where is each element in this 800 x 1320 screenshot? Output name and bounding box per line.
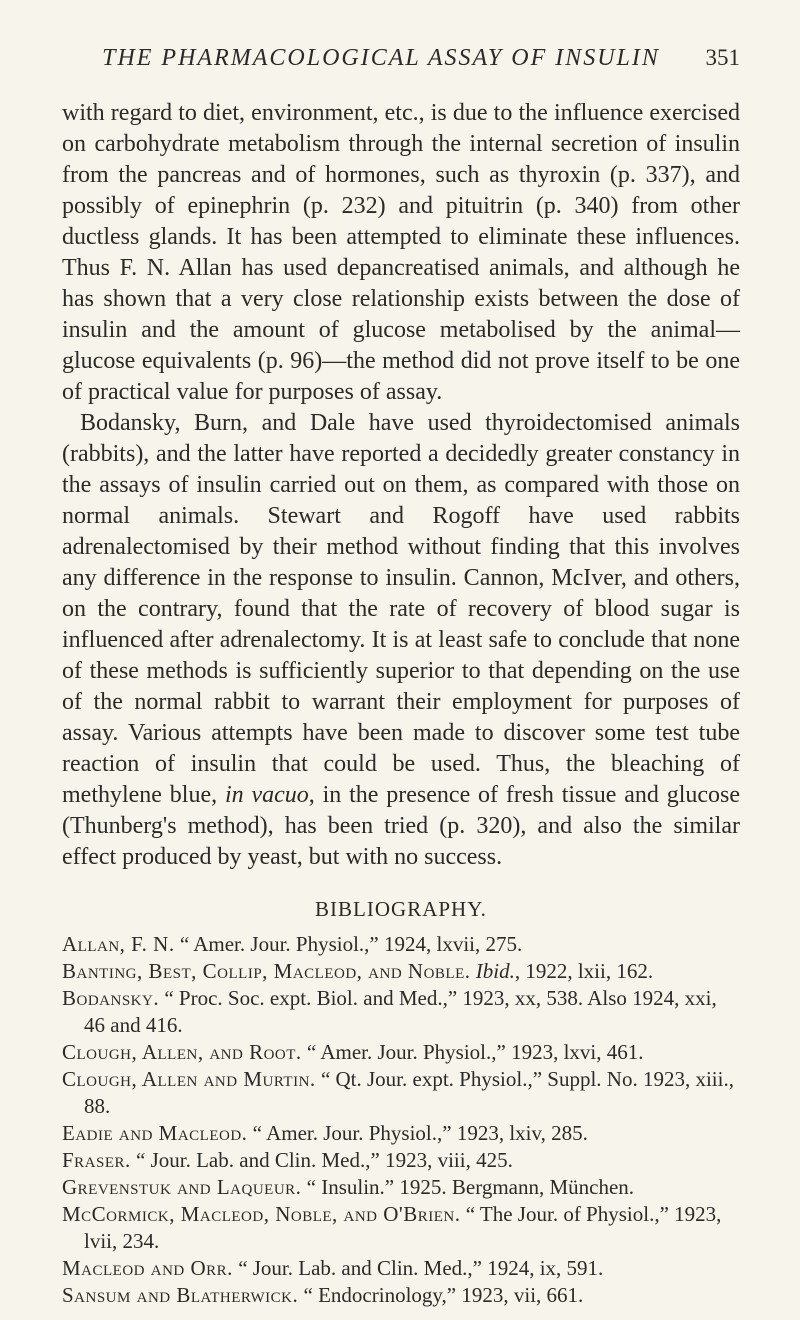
entry-authors: Clough, Allen and Murtin.: [62, 1067, 316, 1091]
entry-authors: Sansum and Blatherwick.: [62, 1283, 299, 1307]
paragraph-2-text: Bodansky, Burn, and Dale have used thyroidectomised animals (rabbits), and the latter have reported a decidedly greater constancy in the assays of insulin carried out on them, as compared with those on normal animals. Stewart and Rogoff have used rabbits adrenalectomised by their method without finding that this involves any difference in the response to insulin. Cannon, McIver, and others, on the contrary, found that the rate of recovery of blood sugar is influenced after adrenalectomy. It is at least safe to conclude that none of these methods is sufficiently superior to that depending on the use of the normal rabbit to warrant their employment for purposes of assay. Various attempts have been made to discover some test tube reaction of insulin that could be used. Thus, the bleaching of methylene blue,: [62, 410, 740, 808]
entry-authors: Banting, Best, Collip, Macleod, and Noble.: [62, 959, 471, 983]
bibliography-entry: [62, 1039, 740, 1066]
entry-italic: Ibid.: [475, 959, 515, 983]
entry-authors: Macleod and Orr.: [62, 1256, 233, 1280]
entry-authors: Bodansky.: [62, 986, 160, 1010]
bibliography-entry: [62, 958, 740, 985]
entry-citation: “ Amer. Jour. Physiol.,” 1923, lxiv, 285.: [252, 1121, 588, 1145]
body-text: [62, 98, 740, 873]
entry-citation: “ Proc. Soc. expt. Biol. and Med.,” 1923, xx, 538. Also 1924, xxi, 46 and 416.: [84, 986, 717, 1037]
bibliography-entry: [62, 985, 740, 1039]
paragraph-2-end: , in the presence of fresh tissue and glucose (Thunberg's method), has been tried (p. 320), and also the similar effect produced by yeast, but with no success.: [62, 782, 741, 870]
bibliography-entry: [62, 1147, 740, 1174]
bibliography-entry: [62, 931, 740, 958]
entry-citation: “ Qt. Jour. expt. Physiol.,” Suppl. No. 1923, xiii., 88.: [84, 1067, 734, 1118]
entry-citation: , 1922, lxii, 162.: [514, 959, 654, 983]
running-title: THE PHARMACOLOGICAL ASSAY OF INSULIN: [102, 45, 660, 71]
entry-citation: “ Insulin.” 1925. Bergmann, München.: [306, 1175, 635, 1199]
paragraph-1: with regard to diet, environment, etc., is due to the influence exercised on carbohydrate metabolism through the internal secretion of insulin from the pancreas and of hormones, such as thyroxin (p. 337), and possibly of epinephrin (p. 232) and pituitrin (p. 340) from other ductless glands. It has been attempted to eliminate these influences. Thus F. N. Allan has used depancreatised animals, and although he has shown that a very close relationship exists between the dose of insulin and the amount of glucose metabolised by the animal—glucose equivalents (p. 96)—the method did not prove itself to be one of practical value for purposes of assay.: [62, 100, 740, 405]
bibliography-entry: [62, 1255, 740, 1282]
entry-citation: “ Amer. Jour. Physiol.,” 1924, lxvii, 275.: [179, 932, 523, 956]
entry-citation: “ Jour. Lab. and Clin. Med.,” 1924, ix, 591.: [238, 1256, 604, 1280]
entry-citation: “ Amer. Jour. Physiol.,” 1923, lxvi, 461.: [306, 1040, 644, 1064]
paragraph-2-italic: in vacuo: [224, 782, 309, 808]
entry-citation: “ Jour. Lab. and Clin. Med.,” 1923, viii, 425.: [136, 1148, 513, 1172]
page-number: 351: [705, 45, 740, 70]
page: [62, 40, 740, 1309]
entry-citation: “ The Jour. of Physiol.,” 1923, lvii, 234.: [84, 1202, 722, 1253]
bibliography-entry: [62, 1066, 740, 1120]
entry-authors: Eadie and Macleod.: [62, 1121, 248, 1145]
entry-authors: Fraser.: [62, 1148, 131, 1172]
bibliography-heading: BIBLIOGRAPHY.: [315, 897, 487, 921]
bibliography-entry: [62, 1120, 740, 1147]
bibliography-entry: [62, 1174, 740, 1201]
entry-authors: McCormick, Macleod, Noble, and O'Brien.: [62, 1202, 461, 1226]
running-header: [62, 40, 740, 76]
entry-authors: Grevenstuk and Laqueur.: [62, 1175, 302, 1199]
bibliography-entry: [62, 1282, 740, 1309]
paragraph-2: [62, 408, 740, 873]
bibliography-entry: [62, 1201, 740, 1255]
bibliography-list: [62, 931, 740, 1309]
entry-authors: Clough, Allen, and Root.: [62, 1040, 302, 1064]
entry-citation: “ Endocrinology,” 1923, vii, 661.: [303, 1283, 584, 1307]
entry-authors: Allan, F. N.: [62, 932, 175, 956]
